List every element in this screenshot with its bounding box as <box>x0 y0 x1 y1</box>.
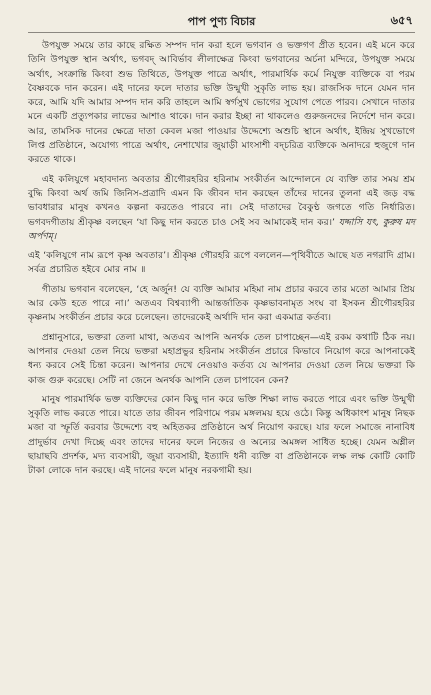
paragraph-1: উপযুক্ত সময়ে তার কাছে রক্ষিত সম্পদ দান করা হলে ভগবান ও ভক্তগণ প্রীত হবেন। এই মনে করে তিনি উপযুক্ত স্থান অর্থাৎ, ভগবদ্ আবির্ভাব লীলাক্ষেত্র কিংবা ভগবানের অর্চনা মন্দিরে, উপযুক্ত সময়ে অর্থাৎ, সংক্রান্তি কিংবা শুভ তিথিতে, উপযুক্ত পাত্রে অর্থাৎ, পারমার্থিক কর্মে নিযুক্ত ব্যক্তিকে বা পরম বৈষ্ণবকে দান করেন। এই দানের ফলে দাতার ভক্তি উন্মুখী সুকৃতি লাভ হয়। রাজসিক দানে যেমন দান করে, আমি যদি আমার সম্পদ দান করি তাহলে আমি স্বর্গসুখ ভোগের সুযোগ পেতে পারব। সেখানে দাতার মনে একটি প্রত্যুপকার লাভের আশাও থাকে। দান করার ইচ্ছা না থাকলেও গুরুজনদের নির্দেশে দান করে। আর, তামসিক দানের ক্ষেত্রে দাতা কেবল মজা পাওয়ার উদ্দেশ্যে অশুচি স্থানে অর্থাৎ, ইন্দ্রিয় সুখভোগে লিপ্ত প্রতিষ্ঠানে, অযোগ্য পাত্রে অর্থাৎ, নেশাখোর জুয়াড়ী মাংসাশী বদ্‌চরিত্র ব্যক্তিকে অনাদরে হুজুগে দান করতে থাকে। <box>28 40 415 166</box>
page-number: ৬৫৭ <box>390 13 413 27</box>
page-header <box>28 10 415 33</box>
paragraph-4: গীতায় ভগবান বলেছেন, ‘হে অর্জুন! যে ব্যক্তি আমার মহিমা নাম প্রচার করবে তার মতো আমার প্রিয় আর কেউ হতে পারে না।’ অতএব বিশ্বব্যাপী আন্তর্জাতিক কৃষ্ণভাবনামৃত সংঘ বা ইসকন শ্রীগৌরহরির কৃষ্ণনাম সংকীর্তন প্রচার করে চলেছেন। তাদেরকেই অর্থাদি দান করা একমাত্র কর্তব্য। <box>28 283 415 324</box>
paragraph-3: এই ‘কলিযুগে নাম রূপে কৃষ্ণ অবতার’। শ্রীকৃষ্ণ গৌরহরি রূপে বললেন—পৃথিবীতে আছে যত নগরাদি গ্রাম। সর্বত্র প্রচারিত হইবে মোর নাম ॥ <box>28 250 415 276</box>
gita-verse: যদ্দাসি যৎ, কুরুষ মদ অর্পণম্। <box>28 216 416 242</box>
paragraph-2 <box>28 173 415 244</box>
paragraph-5: প্রশ্নানুসারে, ভক্তরা তেলা মাথা, অতএব আপনি অনর্থক তেল চাপাচ্ছেন—এই রকম কথাটি ঠিক নয়। আপনার দেওয়া তেল নিয়ে ভক্তরা মহাপ্রভুর হরিনাম সংকীর্তন প্রচারে কিভাবে নিয়োগ করে আপনাকেই ধন্য করবে সেই চিন্তা করেন। আপনার দেখে নেওয়াও কর্তব্য যে আপনার দেওয়া তেল নিয়ে ভক্তরা কি কাজ গুরু করেছে। সেটি না জেনে অনর্থক আপনি তেল চাপাবেন কেন? <box>28 331 415 386</box>
chapter-title: পাপ পুণ্য বিচার <box>187 15 256 28</box>
paragraph-6: মানুষ পারমার্থিক ভক্ত ব্যক্তিদের কোন কিছু দান করে ভক্তি শিক্ষা লাভ করতে পারে এবং ভক্তি উন্মুখী সুকৃতি লাভ করতে পারে। যাতে তার জীবন পরিণামে পরম মঙ্গলময় হয়ে ওঠে। কিন্তু অধিকাংশ মানুষ নিছক মজা বা স্ফূর্তি করবার উদ্দেশ্যে বহু অহিতকর প্রতিষ্ঠানে অর্থ নিয়োগ করছে। যার ফলে সমাজে নানাবিধ প্রাদুর্ভাব দেখা দিচ্ছে এবং তাদের দানের ফলে নিজের ও অন্যের অমঙ্গল সাধিত হচ্ছে। যেমন অশ্লীল ছায়াছবি প্রদর্শক, মদ্য ব্যবসায়ী, জুয়া ব্যবসায়ী, ইত্যাদি ধনী ব্যক্তি বা প্রতিষ্ঠানকে লক্ষ লক্ষ কোটি কোটি টাকা লোকে দান করছে। এই দানের ফলে মানুষ নরকগামী হয়। <box>28 393 415 477</box>
paragraph-2-text: এই কলিযুগে মহাবদান্য অবতার শ্রীগৌরহরির হরিনাম সংকীর্তন আন্দোলনে যে ব্যক্তি তার সময় শ্রম বুদ্ধি কিংবা অর্থ জমি জিনিস-প্রত্রাদি এমন কি জীবন দান করছেন তাঁদের দানের তুলনা এই জড় বদ্ধ ভাবধারার মানুষ কখনও কল্পনা করতেও পারবে না। সেই দাতাদের বৈকুণ্ঠ জগতে গতি নির্ধারিত। ভগবদগীতায় শ্রীকৃষ্ণ বলছেন ‘যা কিছু দান করতে চাও সেই সব আমাকেই দান কর।’ <box>28 173 415 228</box>
page-body <box>28 39 415 479</box>
